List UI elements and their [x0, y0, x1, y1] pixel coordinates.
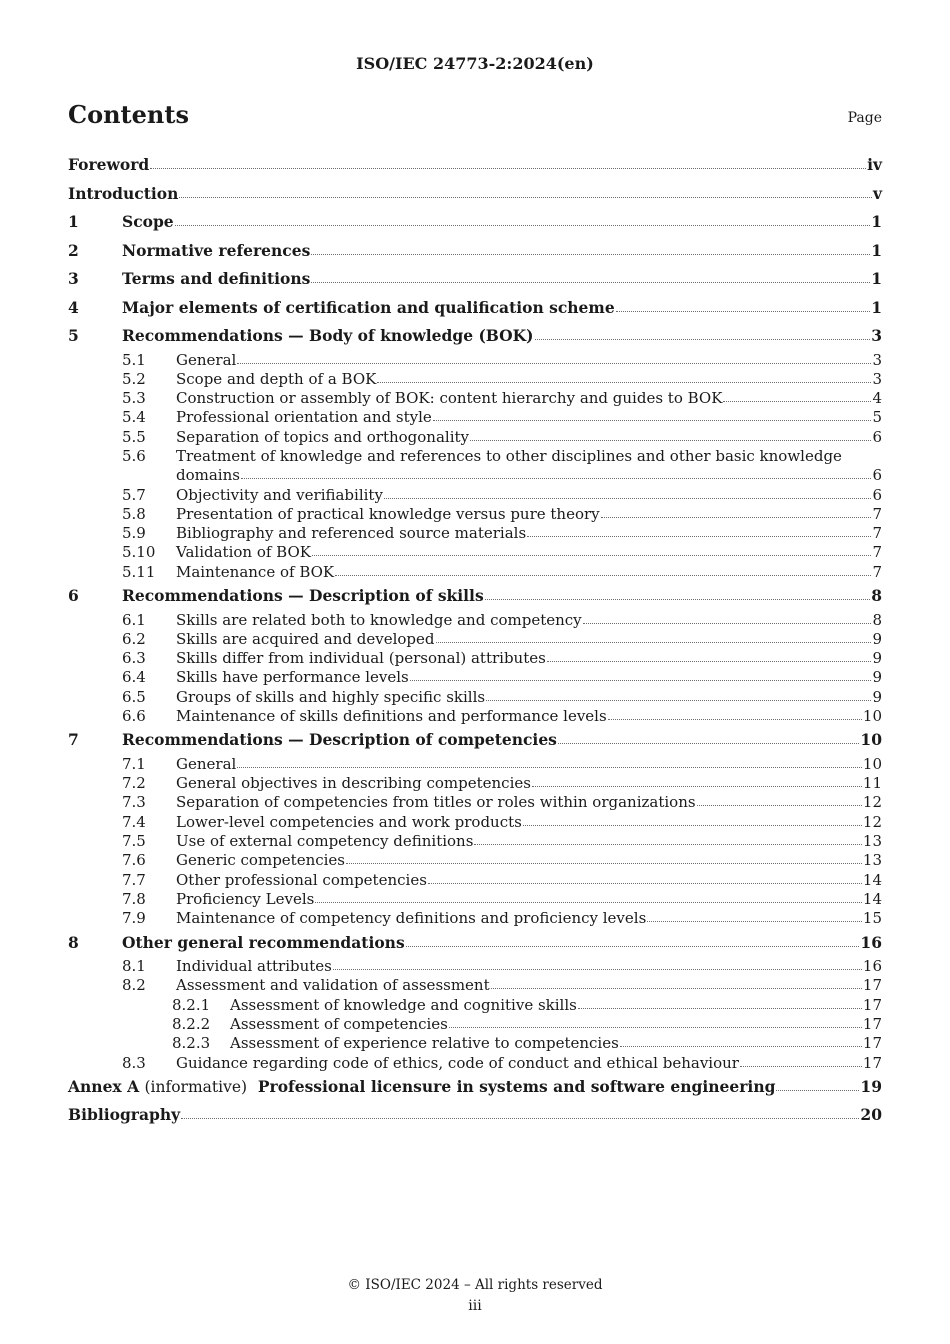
toc-entry-8-2-1[interactable] [68, 996, 882, 1015]
leader-dots [776, 1089, 859, 1091]
leader-dots [237, 766, 862, 768]
toc-number: 5.4 [122, 408, 146, 427]
leader-dots [237, 362, 871, 364]
toc-number: 6.6 [122, 707, 146, 726]
toc-entry-8-2[interactable] [68, 976, 882, 995]
toc-entry-3[interactable] [68, 265, 882, 294]
toc-page: 9 [872, 629, 882, 648]
toc-label-line2: domains [176, 466, 240, 485]
toc-page: 6 [872, 485, 882, 504]
leader-dots [433, 419, 872, 421]
toc-number: 2 [68, 240, 79, 260]
toc-number: 7.8 [122, 889, 146, 908]
toc-entry-5-5[interactable] [68, 428, 882, 447]
toc-page: 19 [860, 1076, 882, 1096]
toc-entry-5-4[interactable] [68, 408, 882, 427]
toc-entry-7-6[interactable] [68, 851, 882, 870]
toc-number: 6.2 [122, 629, 146, 648]
toc-number: 7.2 [122, 774, 146, 793]
toc-label-line1: Treatment of knowledge and references to other disciplines and other basic knowledge [176, 446, 842, 465]
toc-number: 7.7 [122, 870, 146, 889]
toc-page: 17 [862, 1053, 882, 1072]
toc-page: 1 [871, 269, 882, 288]
leader-dots [179, 196, 872, 198]
toc-label: General [176, 350, 237, 369]
toc-label: Guidance regarding code of ethics, code of conduct and ethical behaviour [176, 1053, 739, 1072]
toc-number: 8 [68, 932, 79, 952]
toc-label: General objectives in describing competencies [176, 774, 531, 793]
toc-label: Other professional competencies [176, 870, 427, 889]
contents-title-row [68, 100, 882, 132]
toc-page: 12 [862, 793, 882, 812]
toc-page: 17 [862, 976, 882, 995]
toc-entry-5-3[interactable] [68, 389, 882, 408]
page-number: iii [468, 1298, 482, 1314]
leader-dots [410, 679, 872, 681]
annex-type: (informative) [144, 1077, 248, 1096]
leader-dots [428, 882, 862, 884]
toc-number: 6.3 [122, 649, 146, 668]
toc-number: 7.1 [122, 754, 146, 773]
toc-number: 1 [68, 212, 79, 231]
toc-page: 17 [862, 1034, 882, 1053]
toc-number: 5.11 [122, 562, 156, 581]
toc-page: 16 [862, 957, 882, 976]
toc-page: 14 [862, 889, 882, 908]
toc-label: Major elements of certification and qualification scheme [122, 297, 615, 317]
toc-page: 10 [860, 730, 882, 750]
leader-dots [486, 699, 871, 701]
toc-number: 5.8 [122, 504, 146, 523]
toc-label: Individual attributes [176, 957, 332, 976]
toc-page: 3 [872, 369, 882, 388]
toc-entry-5-2[interactable] [68, 370, 882, 389]
toc-label: Skills are acquired and developed [176, 629, 435, 648]
toc-page: 11 [862, 774, 882, 793]
toc-entry-2[interactable] [68, 237, 882, 266]
toc-label: Terms and definitions [122, 269, 311, 288]
toc-entry-7[interactable] [68, 726, 882, 755]
toc-label: Bibliography and referenced source materials [176, 524, 527, 543]
toc-label: Professional licensure in systems and software engineering [257, 1076, 776, 1096]
toc-page: v [872, 183, 882, 203]
leader-dots [491, 987, 862, 989]
toc-label: Generic competencies [176, 851, 346, 870]
toc-number: 5.3 [122, 389, 146, 408]
toc-label: Recommendations — Description of skills [122, 586, 484, 606]
leader-dots [384, 497, 872, 499]
leader-dots [474, 843, 861, 845]
toc-label: Proficiency Levels [176, 889, 315, 908]
leader-dots [740, 1065, 862, 1067]
toc-number: 6.5 [122, 687, 146, 706]
leader-dots [620, 1045, 862, 1047]
leader-dots [181, 1117, 859, 1119]
toc-number: 5 [68, 326, 79, 345]
toc-page: 10 [862, 754, 882, 773]
toc-entry-7-4[interactable] [68, 813, 882, 832]
toc-entry-5[interactable] [68, 322, 882, 351]
toc-entry-5-6[interactable] [68, 447, 882, 486]
toc-page: 7 [872, 504, 882, 523]
page-column-label: Page [847, 110, 882, 126]
toc-entry-introduction[interactable] [68, 180, 882, 209]
toc-entry-5-7[interactable] [68, 486, 882, 505]
toc-label: Groups of skills and highly specific skills [176, 687, 486, 706]
toc-label: Scope and depth of a BOK [176, 369, 377, 388]
leader-dots [406, 945, 860, 947]
toc-entry-7-2[interactable] [68, 774, 882, 793]
leader-dots [311, 281, 870, 283]
toc-label: Maintenance of skills definitions and performance levels [176, 707, 607, 726]
toc-label: General [176, 754, 237, 773]
toc-number: 6.1 [122, 610, 146, 629]
leader-dots [470, 439, 871, 441]
toc-number: 8.2 [122, 976, 146, 995]
leader-dots [601, 516, 872, 518]
toc-label: Assessment of knowledge and cognitive skills [230, 995, 577, 1014]
table-of-contents [68, 151, 882, 1130]
toc-page: 15 [862, 909, 882, 928]
leader-dots [527, 535, 871, 537]
toc-number: 8.2.2 [172, 1014, 211, 1033]
toc-label: Presentation of practical knowledge versus pure theory [176, 504, 600, 523]
toc-label: Separation of topics and orthogonality [176, 427, 469, 446]
toc-label: Use of external competency definitions [176, 832, 474, 851]
leader-dots [535, 338, 871, 340]
toc-entry-8[interactable] [68, 929, 882, 958]
toc-entry-5-1[interactable] [68, 351, 882, 370]
toc-page: 1 [871, 240, 882, 260]
toc-entry-1[interactable] [68, 208, 882, 237]
toc-label: Construction or assembly of BOK: content hierarchy and guides to BOK [176, 389, 723, 408]
toc-entry-6-1[interactable] [68, 611, 882, 630]
toc-page: 7 [872, 524, 882, 543]
toc-label: Lower-level competencies and work products [176, 812, 522, 831]
toc-entry-5-10[interactable] [68, 543, 882, 562]
leader-dots [175, 224, 871, 226]
toc-number: 5.6 [122, 446, 146, 465]
toc-number: 7.3 [122, 793, 146, 812]
toc-label: Introduction [68, 183, 179, 203]
annex-prefix: Annex A [68, 1076, 140, 1096]
toc-entry-annex-a[interactable] [68, 1073, 882, 1102]
toc-page: 13 [862, 851, 882, 870]
toc-page: 13 [862, 832, 882, 851]
toc-entry-bibliography[interactable] [68, 1101, 882, 1130]
toc-label: Validation of BOK [176, 543, 311, 562]
document-id-header: ISO/IEC 24773-2:2024(en) [356, 54, 594, 73]
leader-dots [436, 641, 872, 643]
toc-entry-8-3[interactable] [68, 1054, 882, 1073]
toc-entry-6-2[interactable] [68, 630, 882, 649]
toc-page: 3 [872, 350, 882, 369]
leader-dots [616, 310, 871, 312]
toc-entry-4[interactable] [68, 294, 882, 323]
toc-page: 9 [872, 668, 882, 687]
toc-entry-8-1[interactable] [68, 957, 882, 976]
toc-number: 3 [68, 269, 79, 288]
toc-number: 5.7 [122, 485, 146, 504]
toc-label: Assessment of competencies [230, 1014, 448, 1033]
leader-dots [150, 167, 866, 169]
toc-label: Foreword [68, 155, 150, 174]
toc-page: 7 [872, 543, 882, 562]
toc-page: 12 [862, 812, 882, 831]
toc-label: Objectivity and verifiability [176, 485, 383, 504]
leader-dots [312, 554, 871, 556]
toc-label: Assessment of experience relative to competencies [230, 1034, 619, 1053]
toc-label: Bibliography [68, 1105, 181, 1125]
toc-number: 7 [68, 730, 79, 750]
toc-entry-7-1[interactable] [68, 755, 882, 774]
toc-label: Other general recommendations [122, 932, 405, 952]
leader-dots [335, 574, 871, 576]
toc-page: 1 [871, 212, 882, 231]
leader-dots [315, 901, 862, 903]
toc-entry-5-9[interactable] [68, 524, 882, 543]
leader-dots [723, 400, 871, 402]
toc-entry-6-4[interactable] [68, 668, 882, 687]
leader-dots [608, 718, 862, 720]
leader-dots [697, 804, 862, 806]
toc-page: 5 [872, 408, 882, 427]
toc-entry-7-3[interactable] [68, 793, 882, 812]
toc-page: 4 [872, 389, 882, 408]
leader-dots [532, 785, 862, 787]
toc-page: iv [867, 155, 882, 174]
toc-number: 6.4 [122, 668, 146, 687]
toc-entry-7-8[interactable] [68, 890, 882, 909]
leader-dots [346, 862, 862, 864]
toc-page: 8 [871, 586, 882, 606]
toc-page: 14 [862, 870, 882, 889]
toc-page: 7 [872, 562, 882, 581]
leader-dots [311, 253, 870, 255]
toc-number: 5.10 [122, 543, 156, 562]
toc-page: 17 [862, 1014, 882, 1033]
toc-page: 16 [860, 932, 882, 952]
leader-dots [583, 622, 872, 624]
leader-dots [647, 920, 862, 922]
toc-number: 5.5 [122, 427, 146, 446]
contents-title: Contents [68, 100, 189, 129]
toc-number: 7.6 [122, 851, 146, 870]
toc-page: 9 [872, 649, 882, 668]
toc-entry-8-2-3[interactable] [68, 1034, 882, 1053]
toc-label: Recommendations — Description of competencies [122, 730, 557, 750]
toc-page: 1 [871, 297, 882, 317]
toc-label: Skills are related both to knowledge and competency [176, 610, 582, 629]
toc-label: Maintenance of competency definitions and proficiency levels [176, 909, 647, 928]
toc-page: 17 [862, 995, 882, 1014]
toc-number: 8.2.1 [172, 995, 211, 1014]
toc-number: 5.2 [122, 369, 146, 388]
toc-number: 5.1 [122, 350, 146, 369]
leader-dots [241, 477, 871, 479]
leader-dots [485, 598, 871, 600]
toc-label: Separation of competencies from titles or roles within organizations [176, 793, 696, 812]
toc-entry-6[interactable] [68, 582, 882, 611]
leader-dots [333, 968, 862, 970]
toc-entry-6-3[interactable] [68, 649, 882, 668]
toc-label: Professional orientation and style [176, 408, 432, 427]
toc-label: Normative references [122, 240, 311, 260]
leader-dots [558, 742, 860, 744]
toc-entry-6-5[interactable] [68, 688, 882, 707]
leader-dots [523, 824, 862, 826]
toc-page: 3 [871, 326, 882, 345]
toc-entry-7-7[interactable] [68, 871, 882, 890]
toc-page: 20 [860, 1105, 882, 1125]
leader-dots [547, 660, 872, 662]
toc-page: 6 [872, 466, 882, 485]
toc-label: Skills have performance levels [176, 668, 409, 687]
toc-number: 7.4 [122, 812, 146, 831]
copyright-footer: © ISO/IEC 2024 – All rights reserved [347, 1277, 603, 1293]
leader-dots [578, 1007, 862, 1009]
toc-number: 4 [68, 297, 79, 317]
toc-label: Skills differ from individual (personal) attributes [176, 649, 546, 668]
leader-dots [377, 381, 871, 383]
toc-entry-5-11[interactable] [68, 563, 882, 582]
toc-page: 9 [872, 687, 882, 706]
toc-page: 10 [862, 707, 882, 726]
toc-number: 7.5 [122, 832, 146, 851]
toc-number: 6 [68, 586, 79, 606]
toc-entry-8-2-2[interactable] [68, 1015, 882, 1034]
toc-label: Maintenance of BOK [176, 562, 335, 581]
toc-number: 8.2.3 [172, 1034, 211, 1053]
toc-label: Assessment and validation of assessment [176, 976, 490, 995]
toc-entry-7-5[interactable] [68, 832, 882, 851]
toc-number: 8.1 [122, 957, 146, 976]
toc-label: Recommendations — Body of knowledge (BOK) [122, 326, 534, 345]
toc-number: 5.9 [122, 524, 146, 543]
toc-entry-5-8[interactable] [68, 505, 882, 524]
toc-entry-foreword[interactable] [68, 151, 882, 180]
leader-dots [449, 1026, 862, 1028]
toc-entry-7-9[interactable] [68, 909, 882, 928]
toc-number: 8.3 [122, 1053, 146, 1072]
toc-label: Scope [122, 212, 174, 231]
toc-page: 8 [872, 610, 882, 629]
toc-number: 7.9 [122, 909, 146, 928]
toc-page: 6 [872, 427, 882, 446]
toc-entry-6-6[interactable] [68, 707, 882, 726]
